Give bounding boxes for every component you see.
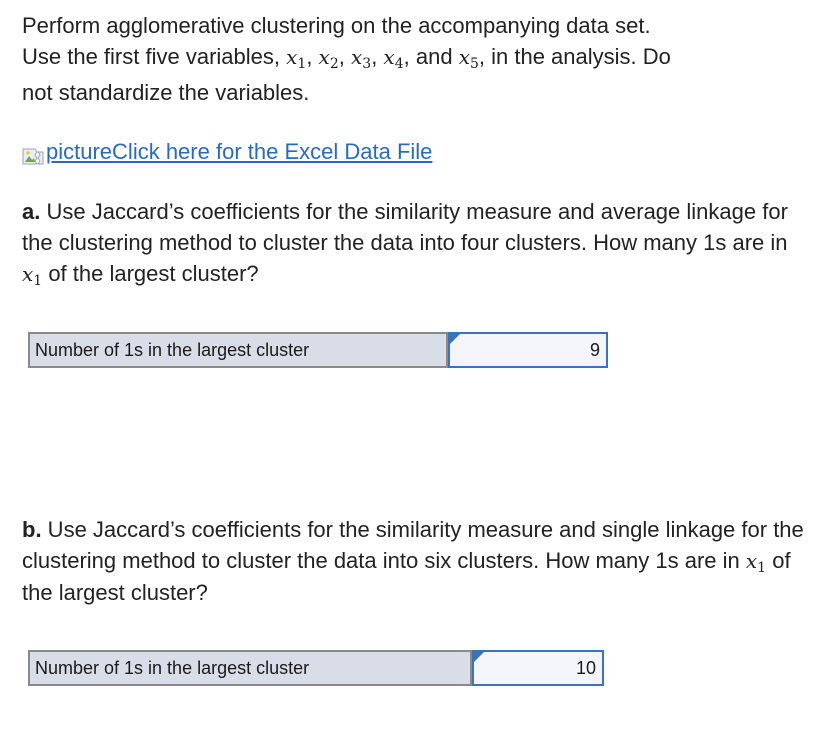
question-a-text-start: Use Jaccard’s coefficients for the similarity measure and average linkage for the clustering method to cluster the data into four clusters. How many 1s are in bbox=[22, 199, 788, 255]
broken-image-icon bbox=[22, 144, 44, 162]
question-a-letter: a. bbox=[22, 199, 41, 224]
question-b-text-end: of the largest cluster? bbox=[22, 548, 791, 605]
variable-x1: $x_1$ bbox=[22, 262, 43, 289]
intro-line-2-start: Use the first five variables, bbox=[22, 44, 287, 69]
variable-x2: $x_2$ bbox=[318, 45, 339, 72]
question-b-letter: b. bbox=[22, 517, 42, 542]
variable-x1: $x_1$ bbox=[286, 45, 307, 72]
answer-b-input[interactable]: 10 bbox=[472, 650, 604, 686]
question-a-text-end: of the largest cluster? bbox=[42, 261, 259, 286]
intro-line-3: not standardize the variables. bbox=[22, 80, 310, 105]
question-b bbox=[22, 514, 812, 608]
answer-row-a bbox=[28, 332, 608, 368]
answer-a-input[interactable]: 9 bbox=[448, 332, 608, 368]
intro-line-2: Use the first five variables, $x_1$, $x_2$, $x_3$, $x_4$, and $x_5$, in the analysis. Do bbox=[22, 44, 671, 72]
variable-x4: $x_4$ bbox=[383, 45, 404, 72]
intro-line-1: Perform agglomerative clustering on the accompanying data set. bbox=[22, 13, 651, 38]
variable-x1: $x_1$ bbox=[745, 549, 767, 576]
question-b-text-start: Use Jaccard’s coefficients for the similarity measure and single linkage for the clustering method to cluster the data into six clusters. How many 1s are in bbox=[22, 517, 804, 573]
variable-x3: $x_3$ bbox=[350, 45, 372, 72]
excel-data-file-link[interactable] bbox=[22, 138, 432, 166]
answer-row-b bbox=[28, 650, 604, 686]
variable-x5: $x_5$ bbox=[458, 45, 479, 72]
intro-line-2-end: , in the analysis. Do bbox=[478, 44, 671, 69]
excel-link-label[interactable]: Click here for the Excel Data File bbox=[112, 139, 433, 164]
question-a bbox=[22, 196, 812, 290]
excel-link-image-alt: picture bbox=[46, 139, 113, 164]
intro-paragraph bbox=[22, 10, 812, 108]
answer-b-label: Number of 1s in the largest cluster bbox=[30, 652, 472, 684]
answer-a-label: Number of 1s in the largest cluster bbox=[30, 334, 448, 366]
